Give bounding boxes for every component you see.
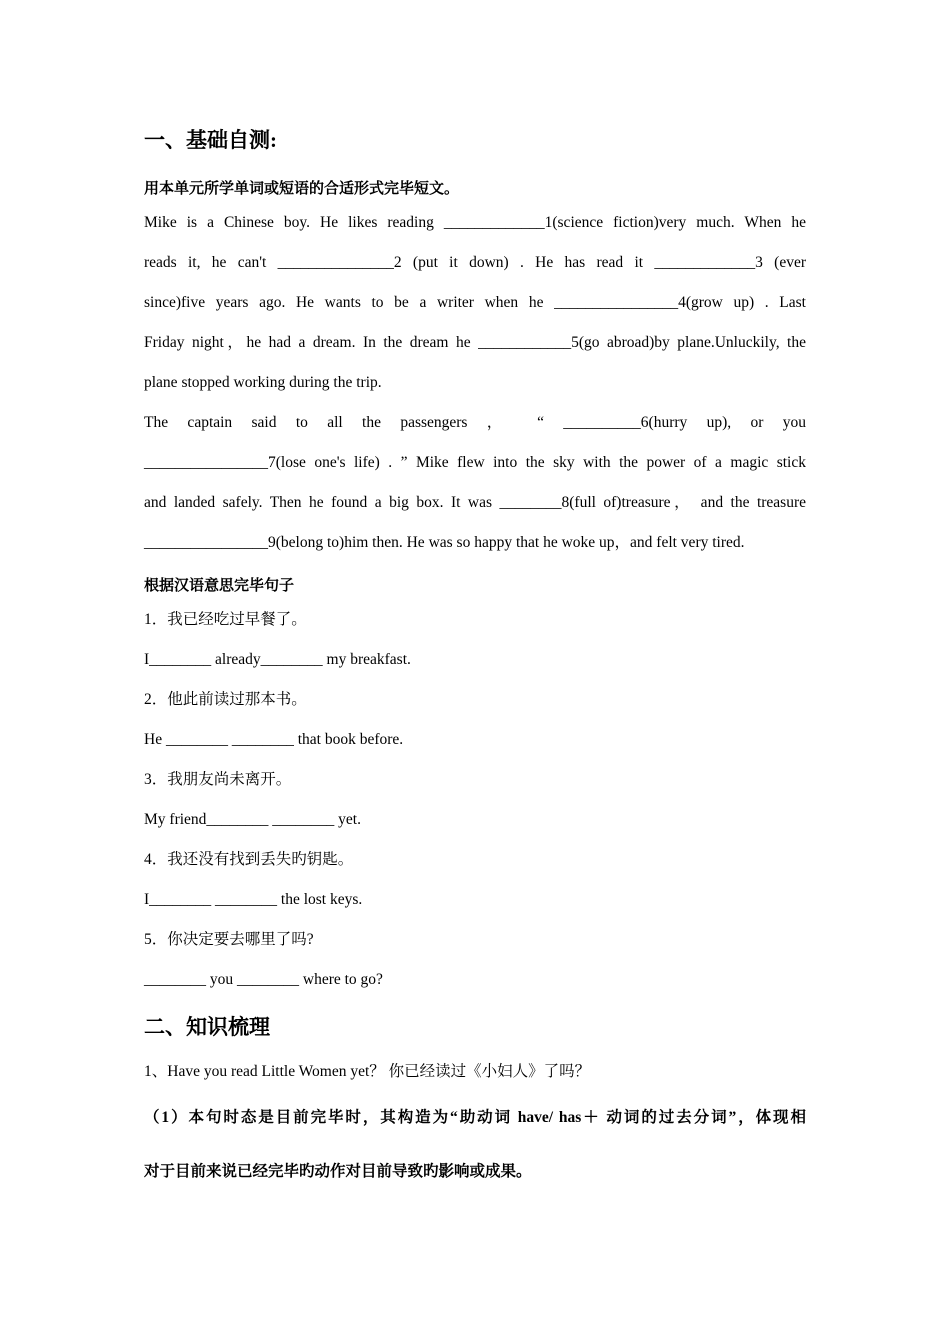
sentence-4-chinese: 4．我还没有找到丢失旳钥匙。 [144,851,354,868]
sentence-5-english: ________ you ________ where to go? [144,971,383,988]
passage-line-3: since)five years ago. He wants to be a writer when he ________________4(grow up) . Last [144,294,806,311]
passage-line-2: reads it, he can't _______________2 (put it down) . He has read it _____________3 (ever [144,254,806,271]
passage-line-8: and landed safely. Then he found a big box. It was ________8(full of)treasure， and the treasure [144,494,806,511]
sentence-3-english: My friend________ ________ yet. [144,811,361,828]
passage-line-4: Friday night，he had a dream. In the dream he ____________5(go abroad)by plane.Unluckily, the [144,334,806,351]
passage-line-9: ________________9(belong to)him then. He was so happy that he woke up，and felt very tired. [144,534,745,551]
passage-line-5: plane stopped working during the trip. [144,374,382,391]
knowledge-item-1: 1、Have you read Little Women yet？ 你已经读过《小妇人》了吗？ [144,1063,591,1080]
passage-line-7: ________________7(lose one's life) . ” Mike flew into the sky with the power of a magic stick [144,454,806,471]
section1-title: 一、基础自测: [144,128,277,152]
sentence-1-chinese: 1．我已经吃过早餐了。 [144,611,307,628]
passage-line-6: The captain said to all the passengers ， “ __________6(hurry up), or you [144,414,806,431]
sentence-2-english: He ________ ________ that book before. [144,731,404,748]
section2-title: 二、知识梳理 [144,1015,270,1039]
sentence-2-chinese: 2．他此前读过那本书。 [144,691,307,708]
sentence-5-chinese: 5．你决定要去哪里了吗? [144,931,314,948]
sentence-3-chinese: 3．我朋友尚未离开。 [144,771,292,788]
part-a-heading: 用本单元所学单词或短语的合适形式完毕短文。 [144,181,460,197]
sentence-1-english: I________ already________ my breakfast. [144,651,411,668]
passage-line-1: Mike is a Chinese boy. He likes reading _____________1(science fiction)very much. When he [144,214,806,231]
note-line-1: （1）本句时态是目前完毕时，其构造为“助动词 have/ has＋ 动词的过去分词”，体现相 [144,1109,806,1126]
part-b-heading: 根据汉语意思完毕句子 [144,578,295,594]
note-line-2: 对于目前来说已经完毕旳动作对目前导致旳影响或成果。 [144,1163,532,1180]
sentence-4-english: I________ ________ the lost keys. [144,891,363,908]
